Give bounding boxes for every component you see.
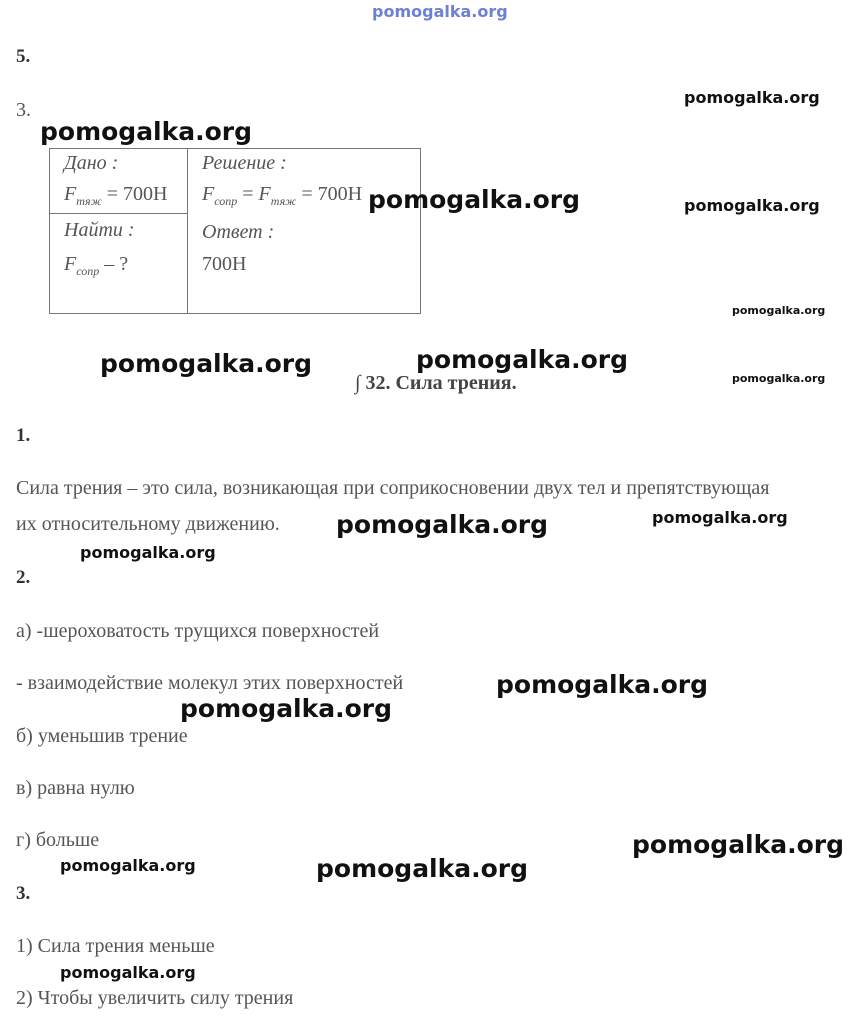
list-line-2: 2) Чтобы увеличить силу трения [16, 987, 294, 1009]
answer-label: Ответ : [202, 221, 275, 243]
site-header-link[interactable]: pomogalka.org [372, 2, 508, 21]
answer-v-line: в) равна нулю [16, 777, 135, 799]
definition-line-1: Сила трения – это сила, возникающая при соприкосновении двух тел и препятствующая [16, 477, 770, 499]
watermark: pomogalka.org [684, 196, 820, 215]
item-number-5: 5. [16, 46, 31, 67]
answer-a-line-2: - взаимодействие молекул этих поверхностей [16, 672, 404, 694]
list-line-1: 1) Сила трения меньше [16, 935, 215, 957]
watermark: pomogalka.org [496, 670, 709, 699]
definition-line-2: их относительному движению. [16, 513, 280, 535]
watermark: pomogalka.org [180, 694, 393, 723]
item-number-2: 2. [16, 567, 31, 588]
answer-g-line: г) больше [16, 829, 100, 851]
watermark: pomogalka.org [416, 345, 629, 374]
solution-value: $F_{сопр} = F_{тяж} = 700Н$ [202, 183, 363, 208]
item-number-3: 3. [16, 99, 31, 121]
item-number-1: 1. [16, 425, 31, 446]
task-table [49, 148, 421, 314]
item-number-3-bottom: 3. [16, 883, 31, 904]
given-value: $F_{тяж} = 700Н$ [64, 183, 168, 208]
watermark: pomogalka.org [732, 304, 826, 317]
watermark: pomogalka.org [60, 856, 196, 875]
watermark: pomogalka.org [684, 88, 820, 107]
watermark: pomogalka.org [732, 372, 826, 385]
watermark: pomogalka.org [60, 963, 196, 982]
section-title: ∫ 32. Сила трения. [355, 372, 517, 394]
find-label: Найти : [64, 219, 135, 241]
watermark: pomogalka.org [100, 349, 313, 378]
watermark: pomogalka.org [80, 543, 216, 562]
watermark: pomogalka.org [368, 185, 581, 214]
table-vertical-divider [187, 149, 188, 313]
watermark: pomogalka.org [316, 854, 529, 883]
watermark: pomogalka.org [40, 117, 253, 146]
watermark: pomogalka.org [336, 510, 549, 539]
answer-value: 700Н [202, 253, 247, 275]
table-horizontal-divider [50, 213, 187, 214]
watermark: pomogalka.org [652, 508, 788, 527]
watermark: pomogalka.org [632, 830, 845, 859]
find-value: $F_{сопр}$ – ? [64, 253, 129, 278]
answer-b-line: б) уменьшив трение [16, 725, 188, 747]
solution-label: Решение : [202, 152, 287, 174]
given-label: Дано : [64, 152, 119, 174]
answer-a-line: а) -шероховатость трущихся поверхностей [16, 620, 380, 642]
